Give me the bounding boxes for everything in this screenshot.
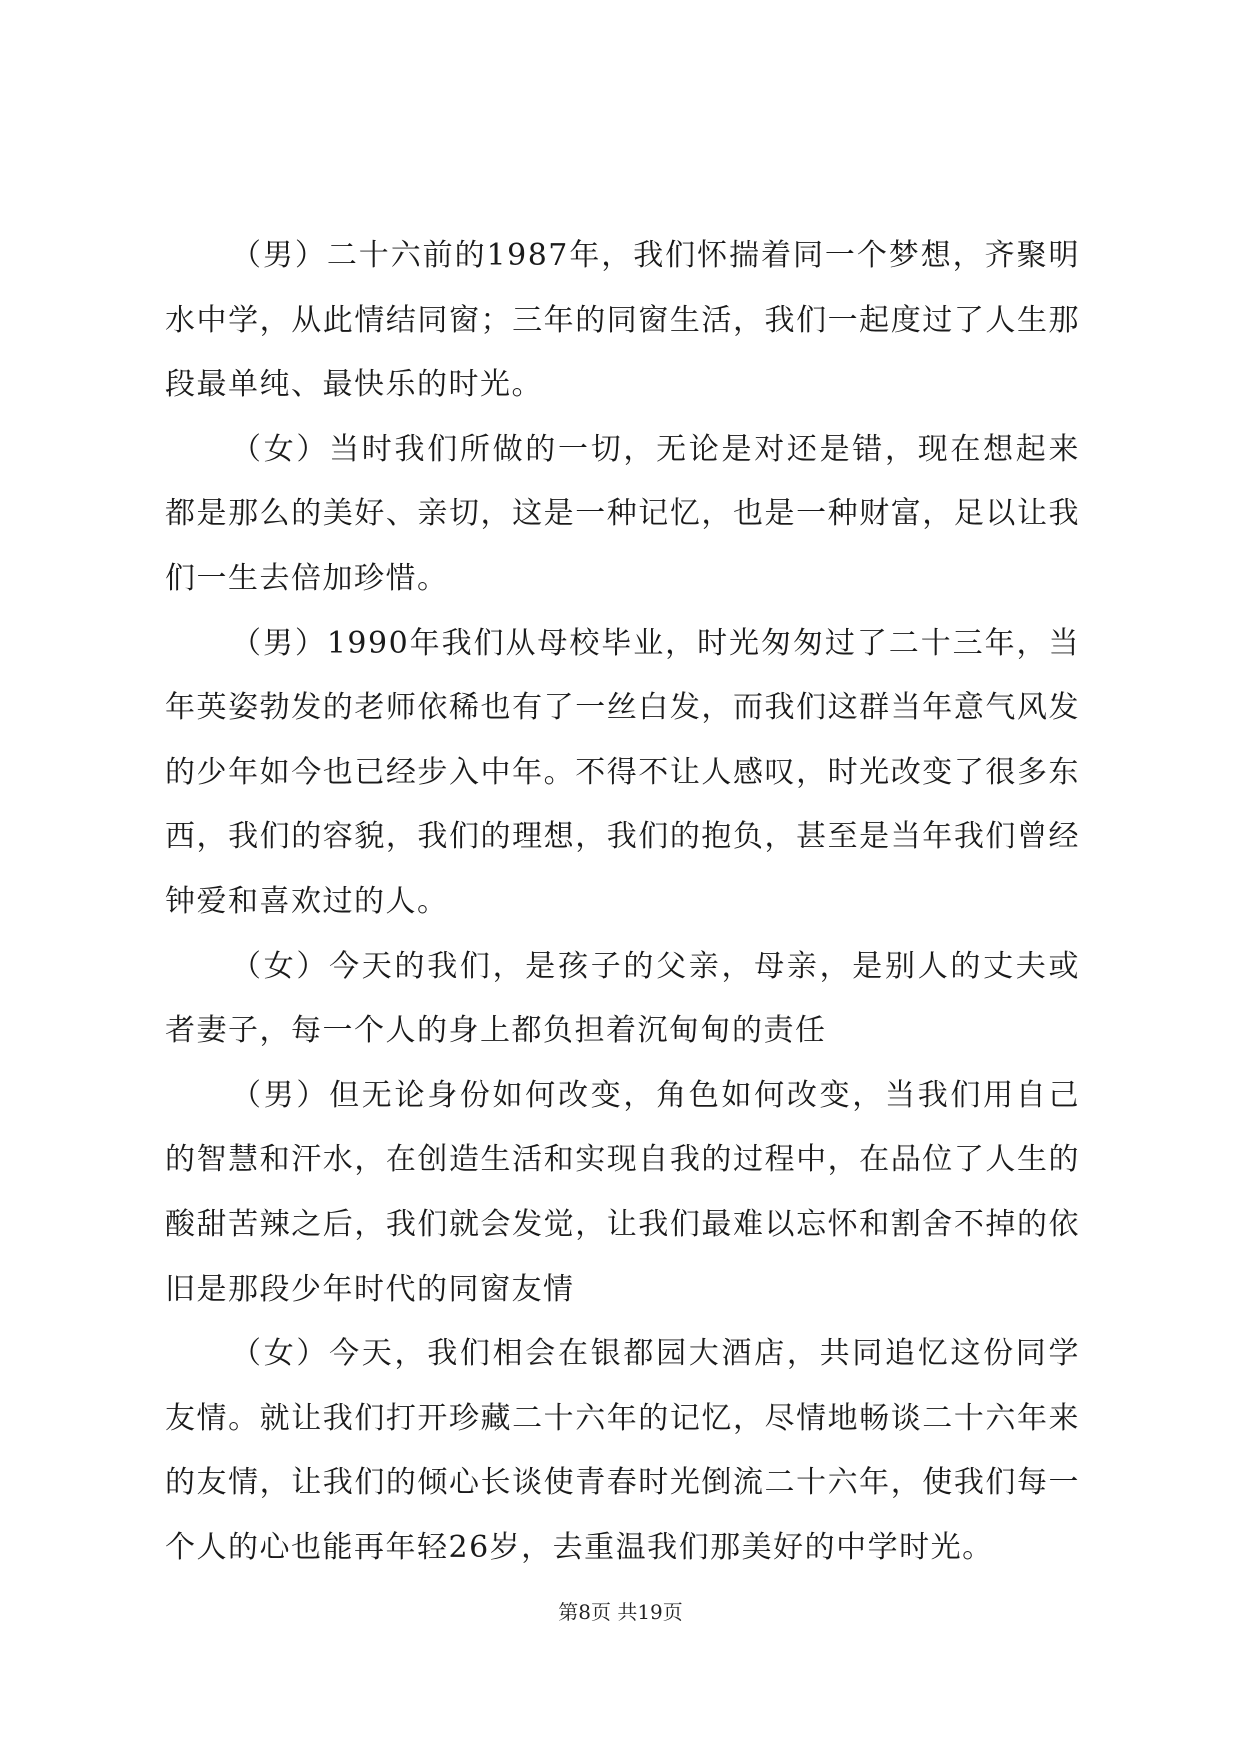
paragraph-3: （男）1990年我们从母校毕业，时光匆匆过了二十三年，当年英姿勃发的老师依稀也有了一丝白发，而我们这群当年意气风发的少年如今也已经步入中年。不得不让人感叹，时光改变了很多东西，我们的容貌，我们的理想，我们的抱负，甚至是当年我们曾经钟爱和喜欢过的人。 (165, 625, 1080, 919)
paragraph-6: （女）今天，我们相会在银都园大酒店，共同追忆这份同学友情。就让我们打开珍藏二十六年的记忆，尽情地畅谈二十六年来的友情，让我们的倾心长谈使青春时光倒流二十六年，使我们每一个人的心也能再年轻26岁，去重温我们那美好的中学时光。 (165, 1336, 1080, 1565)
paragraph-1: （男）二十六前的1987年，我们怀揣着同一个梦想，齐聚明水中学，从此情结同窗；三年的同窗生活，我们一起度过了人生那段最单纯、最快乐的时光。 (165, 238, 1080, 403)
paragraph-2: （女）当时我们所做的一切，无论是对还是错，现在想起来都是那么的美好、亲切，这是一种记忆，也是一种财富，足以让我们一生去倍加珍惜。 (165, 431, 1080, 596)
document-body (165, 224, 1080, 1580)
paragraph-4: （女）今天的我们，是孩子的父亲，母亲，是别人的丈夫或者妻子，每一个人的身上都负担着沉甸甸的责任 (165, 948, 1080, 1049)
paragraph-5: （男）但无论身份如何改变，角色如何改变，当我们用自己的智慧和汗水，在创造生活和实现自我的过程中，在品位了人生的酸甜苦辣之后，我们就会发觉，让我们最难以忘怀和割舍不掉的依旧是那段少年时代的同窗友情 (165, 1077, 1080, 1307)
page-number-footer: 第8页 共19页 (558, 1600, 683, 1624)
